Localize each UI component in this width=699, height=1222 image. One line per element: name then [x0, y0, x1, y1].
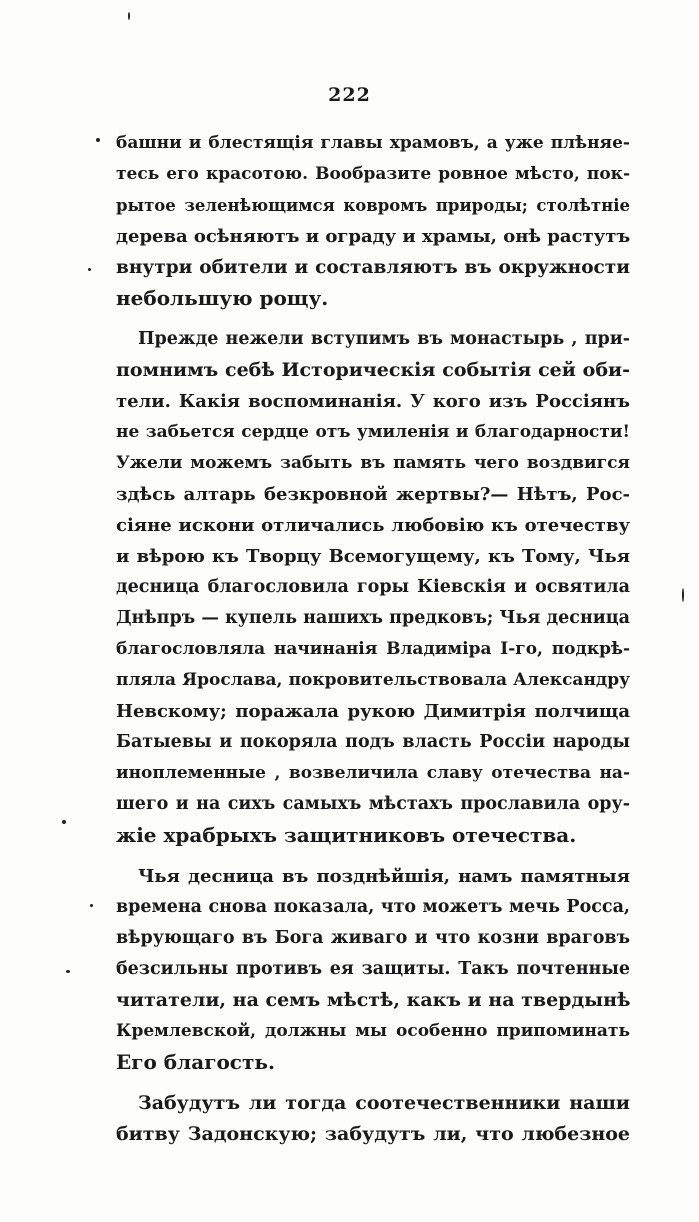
- text-line: Забудутъ ли тогда соотечественники наши: [138, 1092, 630, 1114]
- text-line: не забьется сердце отъ умиленія и благодарности!: [116, 422, 630, 442]
- scan-speck: [128, 12, 130, 20]
- text-line: пляла Ярослава, покровительствовала Александру: [116, 670, 630, 690]
- text-line: Невскому; поражала рукою Димитрія полчища: [116, 701, 630, 722]
- text-line: жіе храбрыхъ защитниковъ отечества.: [116, 823, 577, 847]
- text-line: десница благословила горы Кіевскія и освятила: [116, 577, 630, 597]
- text-line: внутри обители и составляютъ въ окружности: [116, 257, 630, 278]
- text-line: благословляла начинанія Владиміра I-го, подкрѣ-: [116, 639, 630, 659]
- scan-speck: [66, 970, 70, 973]
- text-line: Кремлевской, должны мы особенно припоминать: [116, 1021, 630, 1041]
- paragraph-2: [116, 324, 630, 851]
- text-line: иноплеменные , возвеличила славу отечества на-: [116, 763, 630, 783]
- text-line: сіяне искони отличались любовію къ отечеству: [116, 515, 630, 536]
- text-line: помнимъ себѣ Историческія событія сей оби-: [116, 359, 630, 381]
- text-line: шего и на сихъ самыхъ мѣстахъ прославила ору-: [116, 794, 630, 814]
- text-line: тели. Какія воспоминанія. У кого изъ Россіянъ: [116, 391, 630, 412]
- text-line: Прежде нежели вступимъ въ монастырь , при-: [138, 329, 630, 349]
- text-line: безсильны противъ ея защиты. Такъ почтенные: [116, 959, 630, 979]
- scan-speck: [96, 138, 100, 142]
- text-line: здѣсь алтарь безкровной жертвы?— Нѣтъ, Рос-: [116, 484, 630, 505]
- text-line: дерева осѣняютъ и ограду и храмы, онѣ растутъ: [116, 226, 631, 247]
- text-line: Чья десница въ позднѣйшія, намъ памятныя: [138, 866, 630, 887]
- text-line: Ужели можемъ забыть въ память чего воздвигся: [116, 453, 630, 473]
- text-line: небольшую рощу.: [116, 286, 329, 310]
- scan-speck: [62, 820, 66, 824]
- text-line: вѣрующаго въ Бога живаго и что козни враговъ: [116, 928, 630, 948]
- text-line: и вѣрою къ Творцу Всемогущему, къ Тому, Чья: [116, 546, 630, 567]
- body-text: [116, 128, 630, 1150]
- text-line: тесь его красотою. Вообразите ровное мѣсто, пок-: [116, 164, 630, 184]
- text-line: рытое зеленѣющимся ковромъ природы; столѣтніе: [116, 196, 630, 215]
- paragraph-3: [116, 861, 630, 1078]
- scan-speck: [682, 588, 684, 602]
- scan-speck: [90, 904, 93, 907]
- paragraph-1: [116, 128, 630, 314]
- text-line: читатели, на семъ мѣстѣ, какъ и на твердынѣ: [116, 989, 631, 1011]
- text-line: Его благость.: [116, 1050, 275, 1074]
- text-line: Батыевы и покоряла подъ власть Россіи народы: [116, 732, 630, 752]
- text-line: Днѣпръ — купель нашихъ предковъ; Чья десница: [116, 608, 630, 628]
- scan-speck: [88, 268, 91, 271]
- text-line: времена снова показала, что можетъ мечь Росса,: [116, 897, 630, 917]
- paragraph-4: [116, 1088, 630, 1150]
- text-line: башни и блестящія главы храмовъ, а уже плѣняе-: [116, 133, 630, 153]
- page-number: 222: [328, 84, 371, 106]
- text-line: битву Задонскую; забудутъ ли, что любезное: [116, 1123, 630, 1145]
